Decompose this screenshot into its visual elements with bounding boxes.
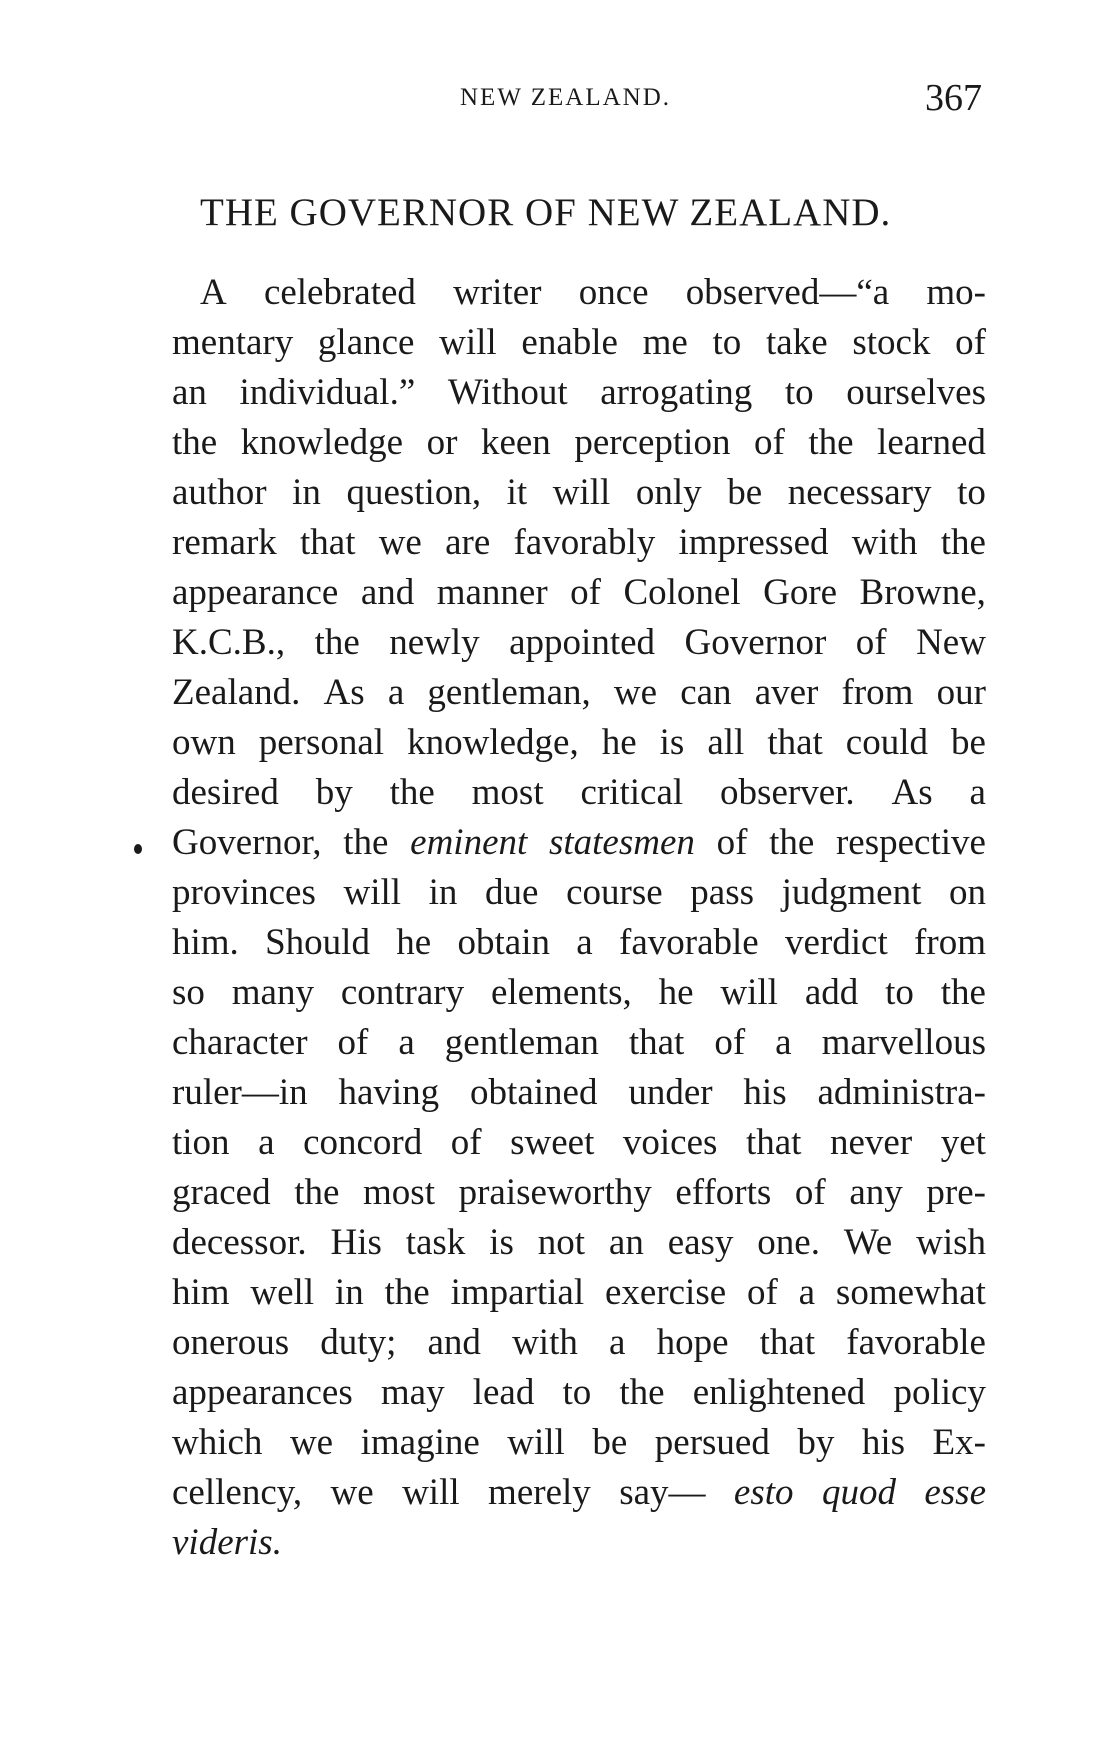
- word: impartial: [450, 1272, 585, 1313]
- word: pre-: [926, 1172, 986, 1213]
- word: quod: [821, 1472, 896, 1513]
- word: the: [294, 1172, 340, 1213]
- word: knowledge: [240, 422, 404, 463]
- text-line: [172, 1268, 986, 1318]
- word: cellency,: [172, 1472, 303, 1513]
- word: that: [628, 1022, 685, 1063]
- word: the: [389, 772, 435, 813]
- text-line: [172, 368, 986, 418]
- word: tion: [172, 1122, 230, 1163]
- word: in: [334, 1272, 364, 1313]
- word: lead: [472, 1372, 535, 1413]
- word: an: [608, 1222, 644, 1263]
- word: sweet: [510, 1122, 595, 1163]
- word: Colonel: [623, 572, 741, 613]
- text-line: [172, 618, 986, 668]
- word: appearances: [172, 1372, 353, 1413]
- word: the: [384, 1272, 430, 1313]
- word: Governor,: [172, 822, 322, 863]
- word: respective: [835, 822, 986, 863]
- word: from: [914, 922, 986, 963]
- word: that: [759, 1322, 816, 1363]
- word: him.: [172, 922, 239, 963]
- word: keen: [480, 422, 551, 463]
- word: that: [300, 522, 356, 563]
- word: exercise: [604, 1272, 727, 1313]
- word: with: [512, 1322, 578, 1363]
- word: onerous: [172, 1322, 290, 1363]
- word: will: [343, 872, 402, 913]
- word: Ex-: [932, 1422, 986, 1463]
- word: easy: [667, 1222, 734, 1263]
- word: voices: [622, 1122, 718, 1163]
- word: administra-: [817, 1072, 986, 1113]
- text-line: [172, 1168, 986, 1218]
- text-line: [172, 1018, 986, 1068]
- word: take: [766, 322, 828, 363]
- word: favorably: [513, 522, 656, 563]
- word: learned: [877, 422, 986, 463]
- word: with: [851, 522, 918, 563]
- word: the: [808, 422, 854, 463]
- word: the: [940, 972, 986, 1013]
- text-line: [172, 1118, 986, 1168]
- word: ruler—in: [172, 1072, 308, 1113]
- word: under: [628, 1072, 713, 1113]
- word: ourselves: [846, 372, 986, 413]
- word: his: [861, 1422, 906, 1463]
- word: New: [916, 622, 986, 663]
- word: will: [439, 322, 497, 363]
- word: or: [426, 422, 458, 463]
- word: once: [578, 272, 649, 313]
- word: His: [330, 1222, 382, 1263]
- word: imagine: [360, 1422, 480, 1463]
- word: provinces: [172, 872, 316, 913]
- word: many: [231, 972, 314, 1013]
- page-number: 367: [925, 77, 982, 119]
- text-line: [172, 668, 986, 718]
- word: the: [769, 822, 815, 863]
- word: will: [552, 472, 611, 513]
- word: appointed: [509, 622, 656, 663]
- word: a: [398, 1022, 415, 1063]
- word: We: [843, 1222, 893, 1263]
- word: observed—“a: [685, 272, 890, 313]
- word: contrary: [340, 972, 465, 1013]
- word: that: [745, 1122, 802, 1163]
- word: remark: [172, 522, 277, 563]
- text-line: [172, 568, 986, 618]
- text-line: [172, 1068, 986, 1118]
- word: of: [955, 322, 986, 363]
- word: personal: [258, 722, 385, 763]
- word: add: [804, 972, 859, 1013]
- word: merely: [488, 1472, 591, 1513]
- word: a: [576, 922, 593, 963]
- word: most: [471, 772, 544, 813]
- text-line: [172, 918, 986, 968]
- word: glance: [317, 322, 415, 363]
- word: pass: [690, 872, 754, 913]
- word: be: [727, 472, 763, 513]
- text-line: [172, 718, 986, 768]
- word: somewhat: [835, 1272, 986, 1313]
- word: manner: [436, 572, 548, 613]
- text-line: [172, 518, 986, 568]
- text-line: [172, 318, 986, 368]
- word: will: [507, 1422, 565, 1463]
- word: esto: [733, 1472, 794, 1513]
- word: course: [566, 872, 663, 913]
- word: a: [609, 1322, 626, 1363]
- text-line: [172, 418, 986, 468]
- word: and: [427, 1322, 481, 1363]
- word: all: [707, 722, 745, 763]
- word: character: [172, 1022, 308, 1063]
- word: be: [592, 1422, 628, 1463]
- word: stock: [852, 322, 931, 363]
- word: gentleman: [444, 1022, 599, 1063]
- word: of: [747, 1272, 778, 1313]
- word: statesmen: [548, 822, 695, 863]
- word: writer: [453, 272, 542, 313]
- word: knowledge,: [407, 722, 579, 763]
- word: marvellous: [821, 1022, 986, 1063]
- word: can: [680, 672, 732, 713]
- article-title: THE GOVERNOR OF NEW ZEALAND.: [200, 191, 892, 234]
- word: so: [172, 972, 205, 1013]
- word: enable: [521, 322, 618, 363]
- word: As: [891, 772, 933, 813]
- text-line: [172, 1218, 986, 1268]
- word: eminent: [410, 822, 528, 863]
- word: of: [714, 1022, 746, 1063]
- word: As: [323, 672, 365, 713]
- word: wish: [916, 1222, 986, 1263]
- word: he: [396, 922, 432, 963]
- word: our: [936, 672, 986, 713]
- word: say—: [619, 1472, 706, 1513]
- word: policy: [893, 1372, 986, 1413]
- word: a: [387, 672, 405, 713]
- text-line: [172, 1468, 986, 1518]
- word: we: [613, 672, 658, 713]
- running-head: NEW ZEALAND.: [460, 84, 671, 111]
- word: the: [619, 1372, 665, 1413]
- text-line: [172, 1518, 986, 1568]
- word: Should: [265, 922, 370, 963]
- margin-ink-dot: [134, 844, 142, 854]
- word: to: [957, 472, 986, 513]
- word: one.: [757, 1222, 820, 1263]
- word: of: [716, 822, 748, 863]
- word: obtain: [457, 922, 550, 963]
- word: A: [200, 272, 227, 313]
- word: videris.: [172, 1522, 282, 1563]
- word: could: [845, 722, 928, 763]
- text-line: [172, 1418, 986, 1468]
- word: to: [562, 1372, 592, 1413]
- word: well: [250, 1272, 315, 1313]
- word: appearance: [172, 572, 339, 613]
- word: the: [172, 422, 218, 463]
- word: favorable: [846, 1322, 986, 1363]
- word: own: [172, 722, 236, 763]
- word: never: [829, 1122, 913, 1163]
- word: yet: [940, 1122, 986, 1163]
- word: verdict: [785, 922, 888, 963]
- word: desired: [172, 772, 279, 813]
- word: Without: [447, 372, 568, 413]
- word: question,: [346, 472, 482, 513]
- text-line: [172, 768, 986, 818]
- word: hope: [656, 1322, 729, 1363]
- word: necessary: [787, 472, 932, 513]
- word: it: [506, 472, 528, 513]
- word: having: [338, 1072, 440, 1113]
- word: of: [855, 622, 887, 663]
- text-line: [172, 1318, 986, 1368]
- word: author: [172, 472, 267, 513]
- word: critical: [580, 772, 684, 813]
- word: by: [797, 1422, 835, 1463]
- word: will: [720, 972, 778, 1013]
- word: him: [172, 1272, 230, 1313]
- word: elements,: [490, 972, 632, 1013]
- word: he: [601, 722, 637, 763]
- word: to: [885, 972, 914, 1013]
- word: the: [940, 522, 986, 563]
- word: any: [849, 1172, 903, 1213]
- word: task: [405, 1222, 466, 1263]
- word: esse: [924, 1472, 986, 1513]
- word: and: [360, 572, 415, 613]
- word: mo-: [926, 272, 986, 313]
- word: will: [402, 1472, 460, 1513]
- word: Governor: [684, 622, 827, 663]
- word: the: [314, 622, 360, 663]
- word: not: [537, 1222, 586, 1263]
- word: in: [428, 872, 458, 913]
- word: obtained: [470, 1072, 598, 1113]
- word: judgment: [781, 872, 922, 913]
- article-body: [172, 268, 986, 1568]
- word: we: [289, 1422, 334, 1463]
- word: the: [343, 822, 389, 863]
- word: of: [753, 422, 785, 463]
- word: persued: [654, 1422, 770, 1463]
- word: on: [948, 872, 986, 913]
- word: decessor.: [172, 1222, 307, 1263]
- word: newly: [389, 622, 480, 663]
- word: Gore: [763, 572, 838, 613]
- word: his: [743, 1072, 787, 1113]
- word: from: [841, 672, 914, 713]
- word: aver: [754, 672, 819, 713]
- word: most: [363, 1172, 435, 1213]
- word: of: [570, 572, 601, 613]
- word: favorable: [619, 922, 759, 963]
- text-line: [172, 1368, 986, 1418]
- word: celebrated: [263, 272, 416, 313]
- word: an: [172, 372, 207, 413]
- word: individual.”: [239, 372, 416, 413]
- word: graced: [172, 1172, 271, 1213]
- word: efforts: [675, 1172, 772, 1213]
- word: observer.: [720, 772, 855, 813]
- text-line: [172, 468, 986, 518]
- word: concord: [303, 1122, 423, 1163]
- word: duty;: [320, 1322, 397, 1363]
- text-line: [172, 268, 986, 318]
- word: is: [489, 1222, 514, 1263]
- word: he: [658, 972, 694, 1013]
- word: a: [775, 1022, 792, 1063]
- word: gentleman,: [427, 672, 591, 713]
- word: praiseworthy: [458, 1172, 652, 1213]
- word: due: [485, 872, 539, 913]
- word: mentary: [172, 322, 294, 363]
- text-line: [172, 968, 986, 1018]
- word: perception: [574, 422, 731, 463]
- text-line: [172, 818, 986, 868]
- word: a: [258, 1122, 275, 1163]
- word: a: [798, 1272, 816, 1313]
- word: by: [315, 772, 353, 813]
- word: which: [172, 1422, 263, 1463]
- word: arrogating: [600, 372, 753, 413]
- word: to: [784, 372, 814, 413]
- word: be: [951, 722, 986, 763]
- word: of: [337, 1022, 369, 1063]
- word: K.C.B.,: [172, 622, 286, 663]
- word: we: [378, 522, 422, 563]
- word: Browne,: [859, 572, 986, 613]
- word: is: [659, 722, 685, 763]
- word: impressed: [678, 522, 829, 563]
- word: of: [794, 1172, 826, 1213]
- word: in: [292, 472, 321, 513]
- word: are: [445, 522, 491, 563]
- word: only: [635, 472, 702, 513]
- word: we: [330, 1472, 374, 1513]
- word: enlightened: [692, 1372, 866, 1413]
- word: of: [450, 1122, 482, 1163]
- word: that: [767, 722, 823, 763]
- word: Zealand.: [172, 672, 301, 713]
- word: me: [642, 322, 688, 363]
- word: may: [380, 1372, 445, 1413]
- text-line: [172, 868, 986, 918]
- word: to: [712, 322, 742, 363]
- word: a: [969, 772, 986, 813]
